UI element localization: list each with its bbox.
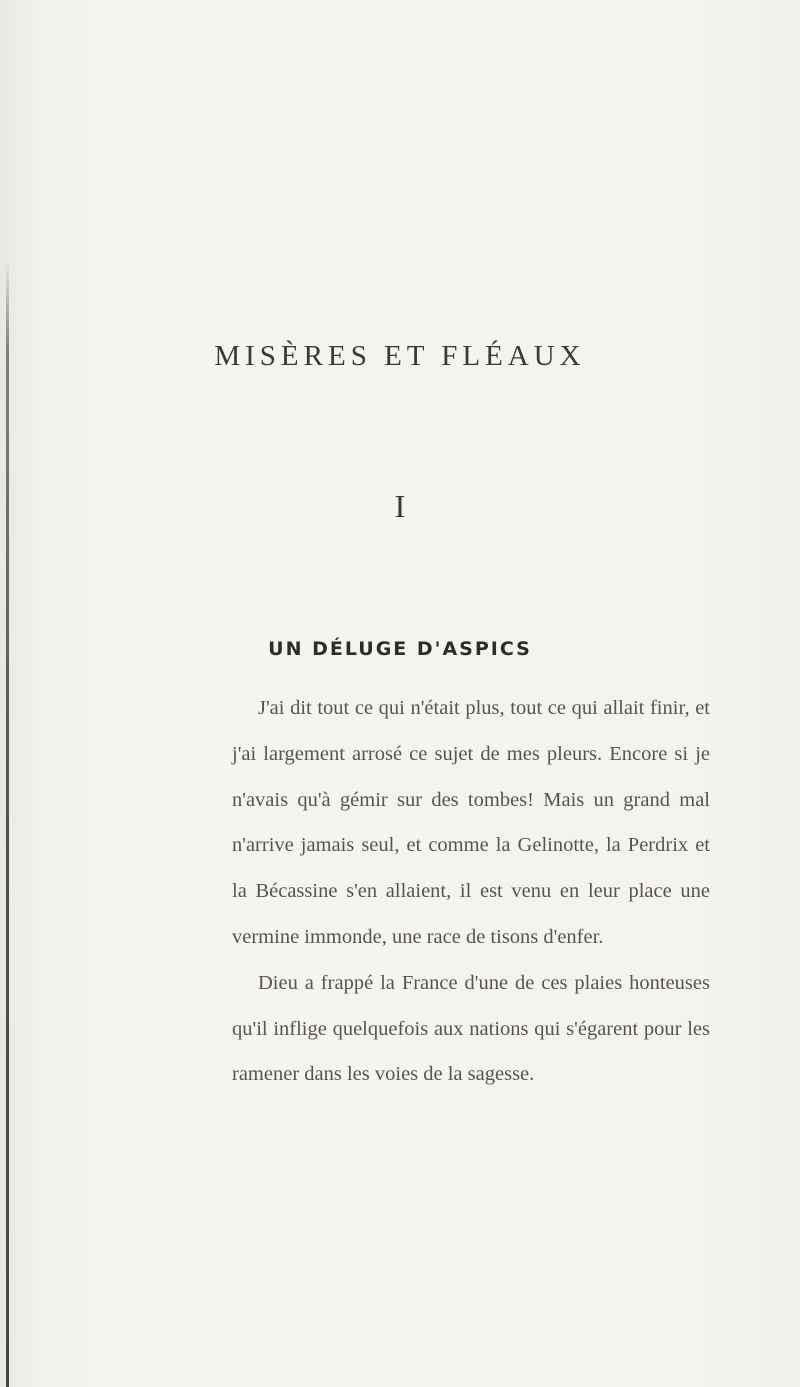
- chapter-title: UN DÉLUGE D'ASPICS: [268, 638, 532, 660]
- page-title: MISÈRES ET FLÉAUX: [214, 340, 586, 372]
- page-spine-shadow: [6, 260, 9, 1387]
- paragraph-1: J'ai dit tout ce qui n'était plus, tout ce qui allait finir, et j'ai largement arrosé ce sujet de mes pleurs. Encore si je n'avais qu'à gémir sur des tombes! Mais un grand mal n'arrive jamais seul, et comme la Gelinotte, la Perdrix et la Bécassine s'en allaient, il est venu en leur place une vermine immonde, une race de tisons d'enfer.: [232, 697, 710, 948]
- chapter-number: I: [394, 488, 406, 524]
- paragraph-2: Dieu a frappé la France d'une de ces plaies honteuses qu'il inflige quelquefois aux nations qui s'égarent pour les ramener dans les voies de la sagesse.: [232, 971, 710, 1086]
- body-text: [232, 686, 710, 1098]
